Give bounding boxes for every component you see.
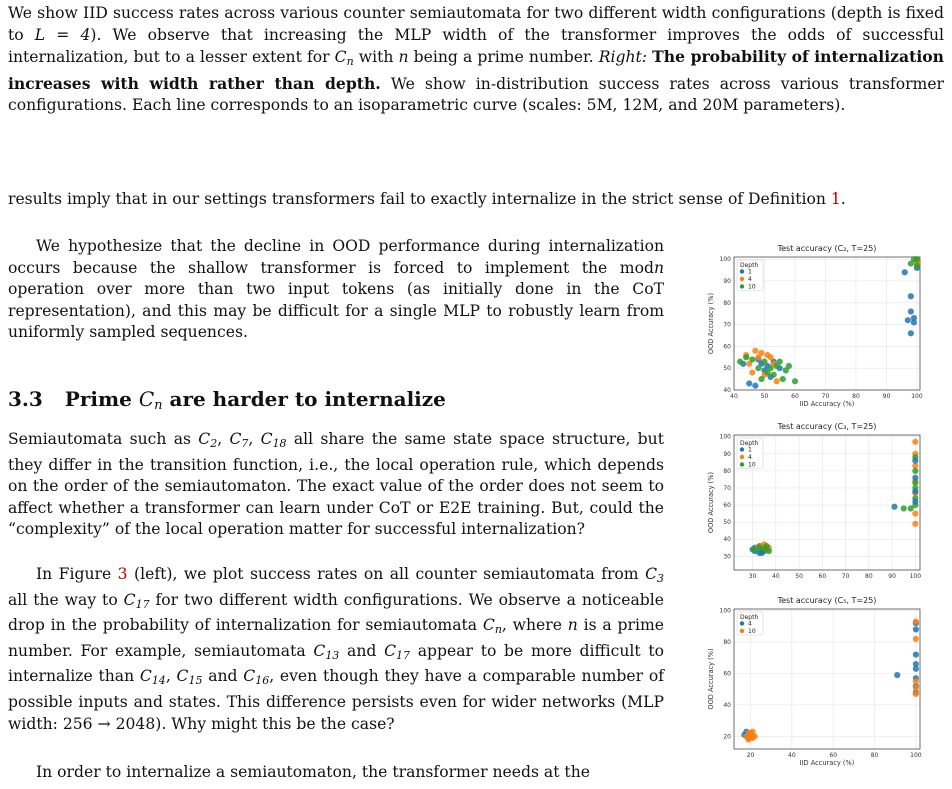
data-point — [743, 354, 749, 360]
data-point — [746, 380, 752, 386]
y-tick-label: 70 — [723, 484, 731, 492]
y-tick-label: 80 — [723, 299, 731, 307]
y-tick-label: 90 — [723, 450, 731, 458]
legend-marker — [740, 629, 744, 633]
hypothesis-paragraph: We hypothesize that the decline in OOD performance during internalization occurs because the shallow transformer is forced to implement the modn operation over more than two input tokens (as initially done in the CoT representation), and this may be difficult for a single MLP to robustly learn from uniformly sampled sequences. — [8, 237, 664, 342]
data-point — [755, 365, 761, 371]
data-point — [758, 350, 764, 356]
results-paragraph: results imply that in our settings transformers fail to exactly internalize in the strict sense of Definition 1. — [8, 190, 846, 208]
caption-text-4: being a prime number. — [408, 48, 599, 67]
x-tick-label: 50 — [760, 393, 769, 400]
data-point — [912, 439, 918, 445]
figure-discussion-paragraph: In Figure 3 (left), we plot success rates on all counter semiautomata from $C_3$ all the way to $C_{17}$ for two different width configurations. We observe a noticeable drop in the probability of internalization for semiautomata $C_n$, where n is a prime number. For example, semiautomata $C_{13}$ and $C_{17}$ appear to be more difficult to internalize than $C_{14}$, $C_{15}$ and $C_{16}$, even though they have a comparable number of possible inputs and states. This difference persists even for wider networks (MLP width: 256 → 2048). Why might this be the case? — [8, 565, 665, 733]
data-point — [767, 354, 773, 360]
data-point — [912, 488, 918, 494]
y-axis-label: OOD Accuracy (%) — [707, 648, 715, 710]
y-tick-label: 80 — [723, 639, 731, 647]
x-tick-label: 100 — [910, 752, 922, 759]
semiautomata-paragraph: Semiautomata such as $C_2$, $C_7$, $C_{18}$ all share the same state space structure, but they differ in the transition function, i.e., the local operation rule, which depends on the order of the semiautomaton. The exact value of the order does not seem to affect whether a transformer can learn under CoT or E2E training. But, could the “complexity” of the local operation matter for successful internalization? — [8, 430, 664, 539]
y-tick-label: 90 — [723, 277, 731, 285]
data-point — [914, 263, 920, 269]
caption-depth-equation: L = 4 — [34, 25, 91, 44]
data-point — [912, 458, 918, 464]
x-tick-label: 80 — [865, 573, 873, 580]
data-point — [913, 666, 919, 672]
x-tick-label: 60 — [829, 752, 838, 759]
data-point — [749, 356, 755, 362]
legend-label: 4 — [748, 454, 752, 461]
y-tick-label: 50 — [723, 519, 731, 527]
legend-label: 10 — [748, 461, 756, 469]
caption-bold-finding: The probability of internalization increases with width rather than depth. — [8, 47, 944, 93]
figure-caption — [8, 3, 944, 117]
section-heading — [8, 387, 446, 413]
legend-label: 1 — [748, 268, 752, 276]
x-tick-label: 90 — [882, 393, 891, 400]
y-tick-label: 100 — [719, 433, 731, 441]
data-point — [914, 256, 920, 262]
data-point — [905, 317, 911, 323]
section-title: Prime $C_n$ are harder to internalize — [64, 387, 446, 413]
data-point — [912, 499, 918, 505]
legend-marker — [740, 447, 744, 451]
legend-marker — [740, 269, 744, 273]
x-axis-label: IID Accuracy (%) — [799, 400, 855, 408]
legend-marker — [740, 284, 744, 288]
y-tick-label: 60 — [723, 343, 731, 351]
data-point — [911, 319, 917, 325]
y-tick-label: 100 — [719, 607, 731, 615]
chart-title: Test accuracy (C₅, T=25) — [777, 596, 877, 605]
x-tick-label: 50 — [795, 573, 803, 580]
data-point — [749, 369, 755, 375]
data-point — [912, 475, 918, 481]
legend-title: Depth — [740, 262, 759, 269]
legend-title: Depth — [740, 440, 759, 447]
data-point — [912, 468, 918, 474]
caption-text-3: with — [353, 48, 399, 67]
x-tick-label: 60 — [791, 393, 799, 400]
data-point — [758, 376, 764, 382]
x-tick-label: 70 — [821, 393, 830, 400]
y-tick-label: 40 — [723, 387, 731, 394]
data-point — [750, 729, 756, 735]
x-tick-label: 40 — [730, 393, 738, 400]
y-axis-label: OOD Accuracy (%) — [707, 471, 715, 534]
definition-ref-link[interactable]: 1 — [830, 190, 841, 208]
chart-c2 — [704, 240, 948, 412]
x-tick-label: 90 — [888, 573, 896, 580]
data-point — [901, 505, 907, 511]
x-tick-label: 80 — [870, 752, 879, 759]
x-tick-label: 70 — [841, 573, 850, 580]
caption-n-var: n — [398, 48, 409, 67]
data-point — [908, 330, 914, 336]
data-point — [913, 678, 919, 684]
y-tick-label: 30 — [723, 553, 731, 561]
x-tick-label: 100 — [911, 393, 923, 400]
data-point — [774, 378, 780, 384]
chart-title: Test accuracy (C₂, T=25) — [777, 244, 877, 253]
x-tick-label: 30 — [748, 573, 757, 580]
data-point — [913, 691, 919, 697]
x-tick-label: 80 — [852, 393, 860, 400]
caption-right-label: Right: — [598, 48, 648, 67]
legend-label: 4 — [748, 620, 752, 628]
data-point — [913, 652, 919, 658]
data-point — [891, 504, 897, 510]
legend-marker — [740, 277, 744, 281]
data-point — [771, 372, 777, 378]
y-tick-label: 60 — [723, 670, 731, 678]
data-point — [913, 618, 919, 624]
x-tick-label: 40 — [772, 573, 780, 580]
x-tick-label: 60 — [818, 573, 827, 580]
chart-c3-svg — [704, 418, 948, 590]
figure-ref-link[interactable]: 3 — [117, 565, 128, 583]
caption-text-1: We show IID success rates across various counter semiautomata for two different width configurations (depth is fixed to — [8, 4, 944, 44]
data-point — [908, 293, 914, 299]
x-tick-label: 20 — [746, 752, 755, 759]
legend-marker — [740, 455, 744, 459]
chart-c2-svg — [704, 240, 948, 412]
y-tick-label: 70 — [723, 321, 731, 329]
y-axis-label: OOD Accuracy (%) — [707, 292, 715, 355]
data-point — [766, 548, 772, 554]
data-point — [786, 363, 792, 369]
y-tick-label: 60 — [723, 502, 731, 510]
data-point — [792, 378, 798, 384]
data-point — [912, 511, 918, 517]
legend-label: 1 — [748, 446, 752, 454]
data-point — [913, 636, 919, 642]
chart-c3 — [704, 418, 948, 590]
internalize-paragraph: In order to internalize a semiautomaton, the transformer needs at the — [36, 763, 590, 781]
caption-cn-symbol: $C_n$ — [334, 48, 354, 69]
data-point — [737, 359, 743, 365]
legend-label: 10 — [748, 283, 756, 291]
data-point — [761, 359, 767, 365]
data-point — [745, 736, 751, 742]
y-tick-label: 40 — [723, 536, 731, 544]
data-point — [752, 383, 758, 389]
y-tick-label: 50 — [723, 365, 731, 373]
data-point — [777, 359, 783, 365]
data-point — [913, 626, 919, 632]
legend-label: 10 — [748, 628, 756, 635]
legend-title: Depth — [740, 614, 759, 621]
data-point — [894, 672, 900, 678]
results-text: results imply that in our settings transformers fail to exactly internalize in the strict sense of Definition — [8, 190, 831, 208]
data-point — [902, 269, 908, 275]
y-tick-label: 80 — [723, 467, 731, 475]
data-point — [912, 521, 918, 527]
legend-marker — [740, 621, 744, 625]
data-point — [908, 308, 914, 314]
x-tick-label: 100 — [909, 573, 922, 580]
chart-title: Test accuracy (C₃, T=25) — [777, 422, 877, 431]
data-point — [767, 365, 773, 371]
y-tick-label: 20 — [723, 733, 731, 741]
x-tick-label: 40 — [788, 752, 796, 759]
data-point — [913, 685, 919, 691]
y-tick-label: 40 — [723, 701, 731, 709]
x-axis-label: IID Accuracy (%) — [799, 759, 855, 767]
y-tick-label: 100 — [719, 256, 731, 264]
legend-label: 4 — [748, 276, 752, 283]
data-point — [780, 376, 786, 382]
caption-text-5: We show in-distribution success rates across various transformer configurations. Each line corresponds to an isoparametric curve (scales: 5M, 12M, and 20M parameters). — [8, 74, 945, 115]
chart-c5-svg — [704, 592, 948, 768]
section-number: 3.3 — [8, 387, 43, 411]
chart-c5 — [704, 592, 948, 768]
caption-text-2: ). We observe that increasing the MLP width of the transformer improves the odds of successful internalization, but to a lesser extent for — [8, 25, 944, 67]
data-point — [752, 348, 758, 354]
legend-marker — [740, 462, 744, 466]
